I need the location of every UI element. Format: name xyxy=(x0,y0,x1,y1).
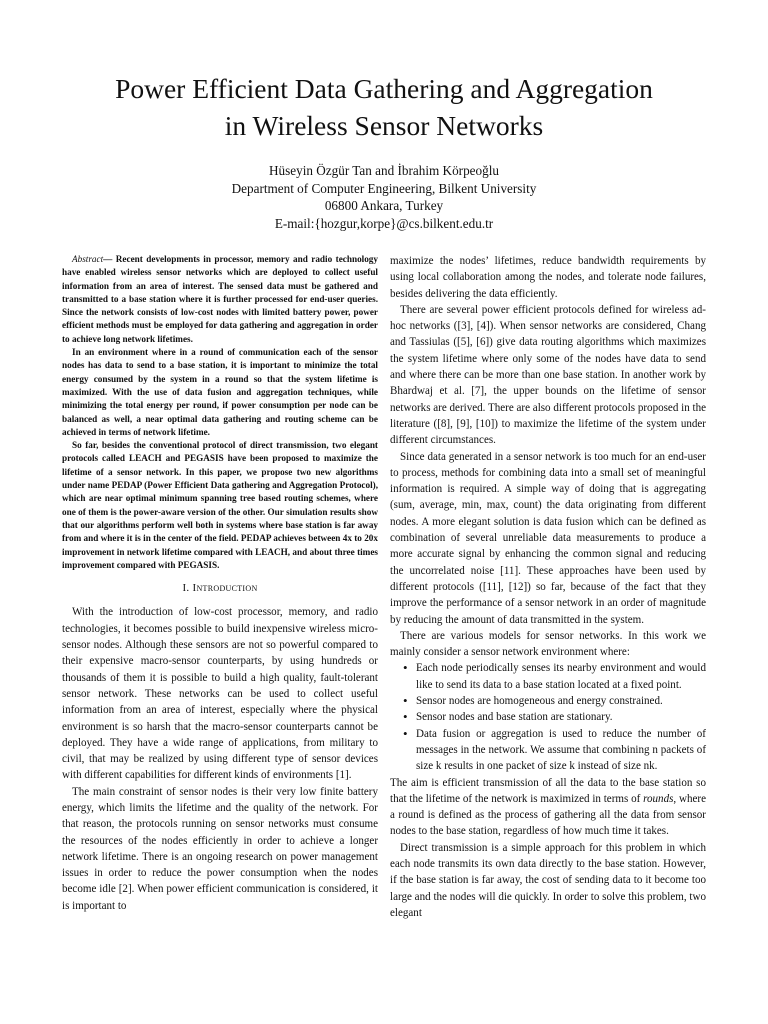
introduction-body xyxy=(62,604,378,914)
list-item: • Each node periodically senses its nearby environment and would like to send its data to a base station located at a fixed point. xyxy=(390,660,706,693)
right-paragraph-3: Since data generated in a sensor network is too much for an end-user to process, methods for combining data into a small set of meaningful information is required. A simple way of doing that is aggregating (sum, average, min, max, count) the data originating from different nodes. A more elegant solution is data fusion which can be defined as combination of several unreliable data measurements to produce a more accurate signal by enhancing the common signal and reducing the uncorrelated noise [11]. These approaches have been used by different protocols ([11], [12]) so far, because of the fact that they improve the performance of a sensor network in an order of magnitude by reducing the amount of data transmitted in the system. xyxy=(390,450,706,626)
assumption-list xyxy=(390,660,706,774)
abstract-paragraph-3: So far, besides the conventional protocol of direct transmission, two elegant protocols called LEACH and PEGASIS have been proposed to maximize the lifetime of a sensor network. In this paper, we propose two new algorithms under name PEDAP (Power Efficient Data gathering and Aggregation Protocol), which are near optimal minimum spanning tree based routing schemes, where one of them is the power-aware version of the other. Our simulation results show that our algorithms perform well both in systems where base station is far away from and where it is in the center of the field. PEDAP achieves between 4x to 20x improvement in network lifetime compared with LEACH, and about three times improvement compared with PEGASIS. xyxy=(62,440,378,570)
left-column xyxy=(62,253,378,914)
abstract-label: Abstract xyxy=(72,254,104,264)
aim-text-rounds: rounds xyxy=(643,792,674,805)
abstract-paragraph-1 xyxy=(62,253,378,346)
email: E-mail:{hozgur,korpe}@cs.bilkent.edu.tr xyxy=(274,215,494,231)
right-paragraph-4: There are various models for sensor networks. In this work we mainly consider a sensor network environment where: xyxy=(390,629,706,659)
list-item: • Sensor nodes are homogeneous and energy constrained. xyxy=(390,693,706,709)
list-item: • Data fusion or aggregation is used to reduce the number of messages in the network. We assume that combining n packets of size k results in one packet of size k instead of size nk. xyxy=(390,726,706,775)
author-names: Hüseyin Özgür Tan and İbrahim Körpeoğlu xyxy=(269,163,499,178)
aim-text-a: The aim is efficient transmission of all the data to the base station so that the lifetime of the network is maximized in terms of xyxy=(390,776,706,805)
affiliation: Department of Computer Engineering, Bilkent University xyxy=(231,180,537,196)
aim-text-b: , where a round is defined as the process of gathering all the data from sensor nodes to the base station, regardless of how much time it takes. xyxy=(390,792,706,838)
intro-paragraph-1: With the introduction of low-cost processor, memory, and radio technologies, it becomes possible to build inexpensive wireless micro-sensor nodes. Although these sensors are not so powerful compared to their expensive macro-sensor counterparts, by using hundreds or thousands of them it is possible to build a high quality, fault-tolerant sensor network. These networks can be used to collect useful information from an area of interest, especially where the physical environment is so harsh that the macro-sensor counterparts cannot be deployed. They have a wide range of applications, from military to civil, that may be realized by using different type of sensor devices with different capabilities for different kinds of environments [1]. xyxy=(62,606,378,782)
right-column xyxy=(390,253,706,921)
intro-paragraph-2: The main constraint of sensor nodes is their very low finite battery energy, which limits the lifetime and the quality of the network. For that reason, the protocols running on sensor networks must consume the resources of the nodes efficiently in order to achieve a longer network lifetime. There is an ongoing research on power management issues in order to reduce the power consumption when the nodes become idle [2]. When power efficient communication is considered, it is important to xyxy=(62,785,378,912)
abstract-text-1: — Recent developments in processor, memory and radio technology have enabled wireless sensor networks which are deployed to collect useful information from an area of interest. The sensed data must be gathered and transmitted to a base station where it is further processed for end-user queries. Since the network consists of low-cost nodes with limited battery power, power efficient methods must be employed for data gathering and aggregation in order to achieve long network lifetimes. xyxy=(62,254,378,344)
author-block xyxy=(40,162,728,232)
right-paragraph-6: Direct transmission is a simple approach for this problem in which each node transmits its own data directly to the base station. However, if the base station is far away, the cost of sending data to it become too large and the nodes will die quickly. In order to solve this problem, two elegant xyxy=(390,841,706,919)
right-paragraph-5 xyxy=(390,775,706,840)
section-heading-introduction: I. Introduction xyxy=(182,582,258,595)
title-line-1: Power Efficient Data Gathering and Aggregation xyxy=(115,73,653,104)
list-item: • Sensor nodes and base station are stationary. xyxy=(390,709,706,725)
abstract-paragraph-2: In an environment where in a round of communication each of the sensor nodes has data to send to a base station, it is important to minimize the total energy consumed by the system in a round so that the system lifetime is maximized. With the use of data fusion and aggregation techniques, while minimizing the total energy per round, if power consumption per node can be balanced as well, a near optimal data gathering and routing scheme can be achieved in terms of network lifetime. xyxy=(62,347,378,437)
right-paragraph-2: There are several power efficient protocols defined for wireless ad-hoc networks ([3], [4]). When sensor networks are considered, Chang and Tassiulas ([5], [6]) give data routing algorithms which maximizes the system lifetime where only some of the nodes have data to send and where there can be more than one base station. In another work by Bhardwaj et al. [7], the upper bounds on the lifetime of sensor networks are derived. There are also different protocols proposed in the literature ([8], [9], [10]) to maximize the lifetime of the system under different circumstances. xyxy=(390,303,706,447)
abstract xyxy=(62,253,378,572)
right-paragraph-1: maximize the nodes’ lifetimes, reduce bandwidth requirements by using local collaboration among the nodes, and tolerate node failures, besides delivering the data efficiently. xyxy=(390,255,706,300)
title-line-2: in Wireless Sensor Networks xyxy=(224,110,544,141)
address: 06800 Ankara, Turkey xyxy=(324,198,444,213)
paper-title xyxy=(40,70,728,144)
